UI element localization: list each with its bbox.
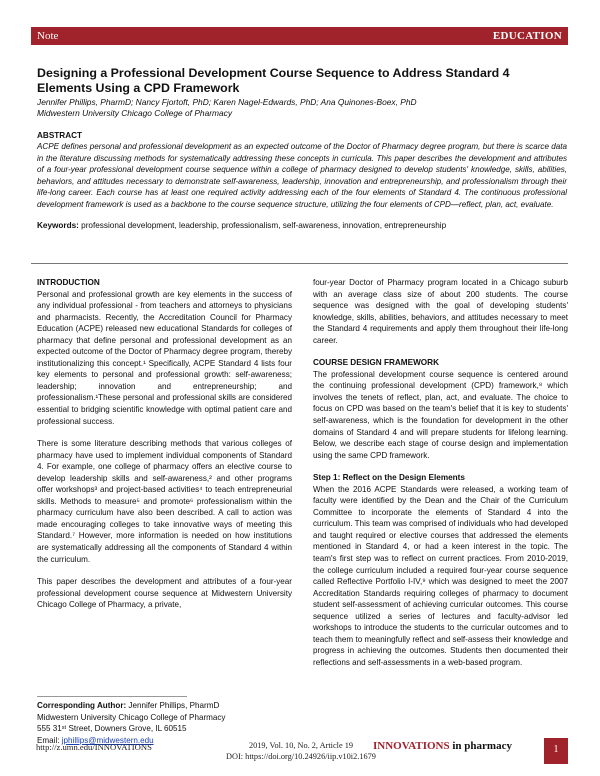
page-number: 1	[544, 738, 568, 764]
abstract-text: ACPE defines personal and professional development as an expected outcome of the Doctor of Pharmacy degree program, but there is scarce data in the literature discussing methods for systematically addressing these concepts in curricula. This paper describes the development and attributes of a four-year professional development course sequence within a college of pharmacy designed to develop students' knowledge, skills, abilities, behaviors, and attitudes necessary to demonstrate self-awareness, leadership, innovation and entrepreneurship, and professionalism through their life-long career. Each course has at least one required activity addressing each of the four elements of Standard 4. The continuous professional development framework is used as a backbone to the course sequence structure, utilizing the four elements of CPD—reflect, plan, act, evaluate.	[37, 142, 567, 209]
intro-paragraph-2: There is some literature describing methods that various colleges of pharmacy have used to implement individual components of Standard 4. For example, one college of pharmacy offers an elective course to develop leadership skills and self-awareness,² and other programs offer workshops³ and project-based activities⁴ to teach entrepreneurial skills. Methods to measure⁵ and promote⁶ professionalism within the pharmacy curriculum have also been described. A call to action was made encouraging colleges to take innovative ways of meeting this Standard.⁷ However, more information is needed on how institutions are systematically addressing all the components of Standard 4 within the curriculum.	[37, 439, 292, 564]
author-list: Jennifer Phillips, PharmD; Nancy Fjortoft, PhD; Karen Nagel-Edwards, PhD; Ana Quinones-Boex, PhD	[37, 97, 417, 107]
journal-brand	[373, 740, 512, 752]
note-label: Note	[37, 30, 59, 42]
right-paragraph-0: four-year Doctor of Pharmacy program located in a Chicago suburb with an average class size of about 200 students. The course sequence was designed with the goal of developing students' knowledge, skills, abilities, behaviors, and attitudes necessary to meet the Standard 4 requirements and apply them throughout their life-long career.	[313, 278, 568, 345]
abstract-heading: ABSTRACT	[37, 131, 83, 140]
abstract-section	[37, 130, 567, 231]
corresponding-address: 555 31ˢᵗ Street, Downers Grove, IL 60515	[37, 724, 187, 734]
left-column	[37, 277, 292, 622]
right-column	[313, 277, 568, 669]
journal-url[interactable]: http://z.umn.edu/INNOVATIONS	[36, 742, 152, 752]
page-footer	[31, 735, 568, 764]
article-header	[37, 66, 567, 119]
step-1-paragraph: When the 2016 ACPE Standards were released, a working team of faculty were identified by the Dean and the Chair of the Curriculum Committee to incorporate the elements of Standard 4 into the curriculum. This team was comprised of individuals who had developed and taught required or elective courses that addressed the elements mentioned in Standard 4, or had a keen interest in the topic. The team's first step was to reflect on current practices. From 2010-2019, the college curriculum included a required four-year course sequence called Reflective Portfolio I-IV,⁹ which was designed to meet the 2007 Accreditation Standards requiring colleges of pharmacy to document student self-assessment of achieving curricular outcomes. This course sequence utilized a series of lectures and faculty-advisor led workshops to introduce the students to the curricular outcomes and to teach them to meaningfully reflect and self-assess their knowledge and progress in achieving the outcomes. Students then documented their reflections and self-assessments in a web-based program.	[313, 484, 568, 667]
email-link[interactable]: jphillips@midwestern.edu	[61, 735, 154, 745]
section-divider	[31, 263, 568, 264]
corresponding-name: Jennifer Phillips, PharmD	[126, 701, 220, 710]
section-label: EDUCATION	[492, 30, 562, 42]
design-paragraph-1: The professional development course sequence is centered around the continuing professional development (CPD) framework,⁸ which involves the tenets of reflect, plan, act, and evaluate. The choice to focus on CPD was based on the team's belief that it is key to students' self-awareness, which is the foundation for development in the other domains of Standard 4 and will prepare students for lifelong learning. Below, we describe each stage of course design and implementation using the same CPD framework.	[313, 369, 568, 460]
article-title: Designing a Professional Development Course Sequence to Address Standard 4 Elements Using a CPD Framework	[37, 66, 510, 95]
corresponding-label: Corresponding Author:	[37, 701, 127, 710]
intro-paragraph-3: This paper describes the development and attributes of a four-year professional development course sequence at Midwestern University Chicago College of Pharmacy, a private,	[37, 577, 292, 610]
brand-in-pharmacy: in pharmacy	[449, 740, 512, 752]
introduction-heading: INTRODUCTION	[37, 278, 100, 287]
keywords	[37, 220, 567, 231]
email-label: Email:	[37, 735, 62, 745]
intro-paragraph-1: Personal and professional growth are key elements in the success of any individual professional - from teachers and attorneys to physicians and pharmacists. Recently, the Accreditation Council for Pharmacy Education (ACPE) released new educational Standards for colleges of pharmacy that define personal and professional development as an expected outcome of the Doctor of Pharmacy degree program, thereby institutionalizing this concept.¹ Specifically, ACPE Standard 4 lists four key elements to personal and professional growth: self-awareness; leadership; innovation and entrepreneurship; and professionalism.¹These personal and professional skills are considered essential to bridging scientific knowledge with optimal patient care and professional success.	[37, 289, 292, 426]
step-1-heading: Step 1: Reflect on the Design Elements	[313, 473, 465, 483]
corresponding-institution: Midwestern University Chicago College of Pharmacy	[37, 712, 226, 722]
keywords-text: professional development, leadership, professionalism, self-awareness, innovation, entrepreneurship	[81, 220, 447, 230]
course-design-heading: COURSE DESIGN FRAMEWORK	[313, 358, 439, 368]
doi[interactable]: DOI: https://doi.org/10.24926/iip.v10i2.1679	[226, 752, 376, 761]
footnote-divider	[37, 696, 187, 697]
affiliation: Midwestern University Chicago College of Pharmacy	[37, 108, 233, 118]
top-banner	[31, 27, 568, 45]
brand-innovations: INNOVATIONS	[373, 740, 450, 752]
citation: 2019, Vol. 10, No. 2, Article 19	[248, 741, 354, 750]
keywords-label: Keywords:	[37, 220, 79, 230]
